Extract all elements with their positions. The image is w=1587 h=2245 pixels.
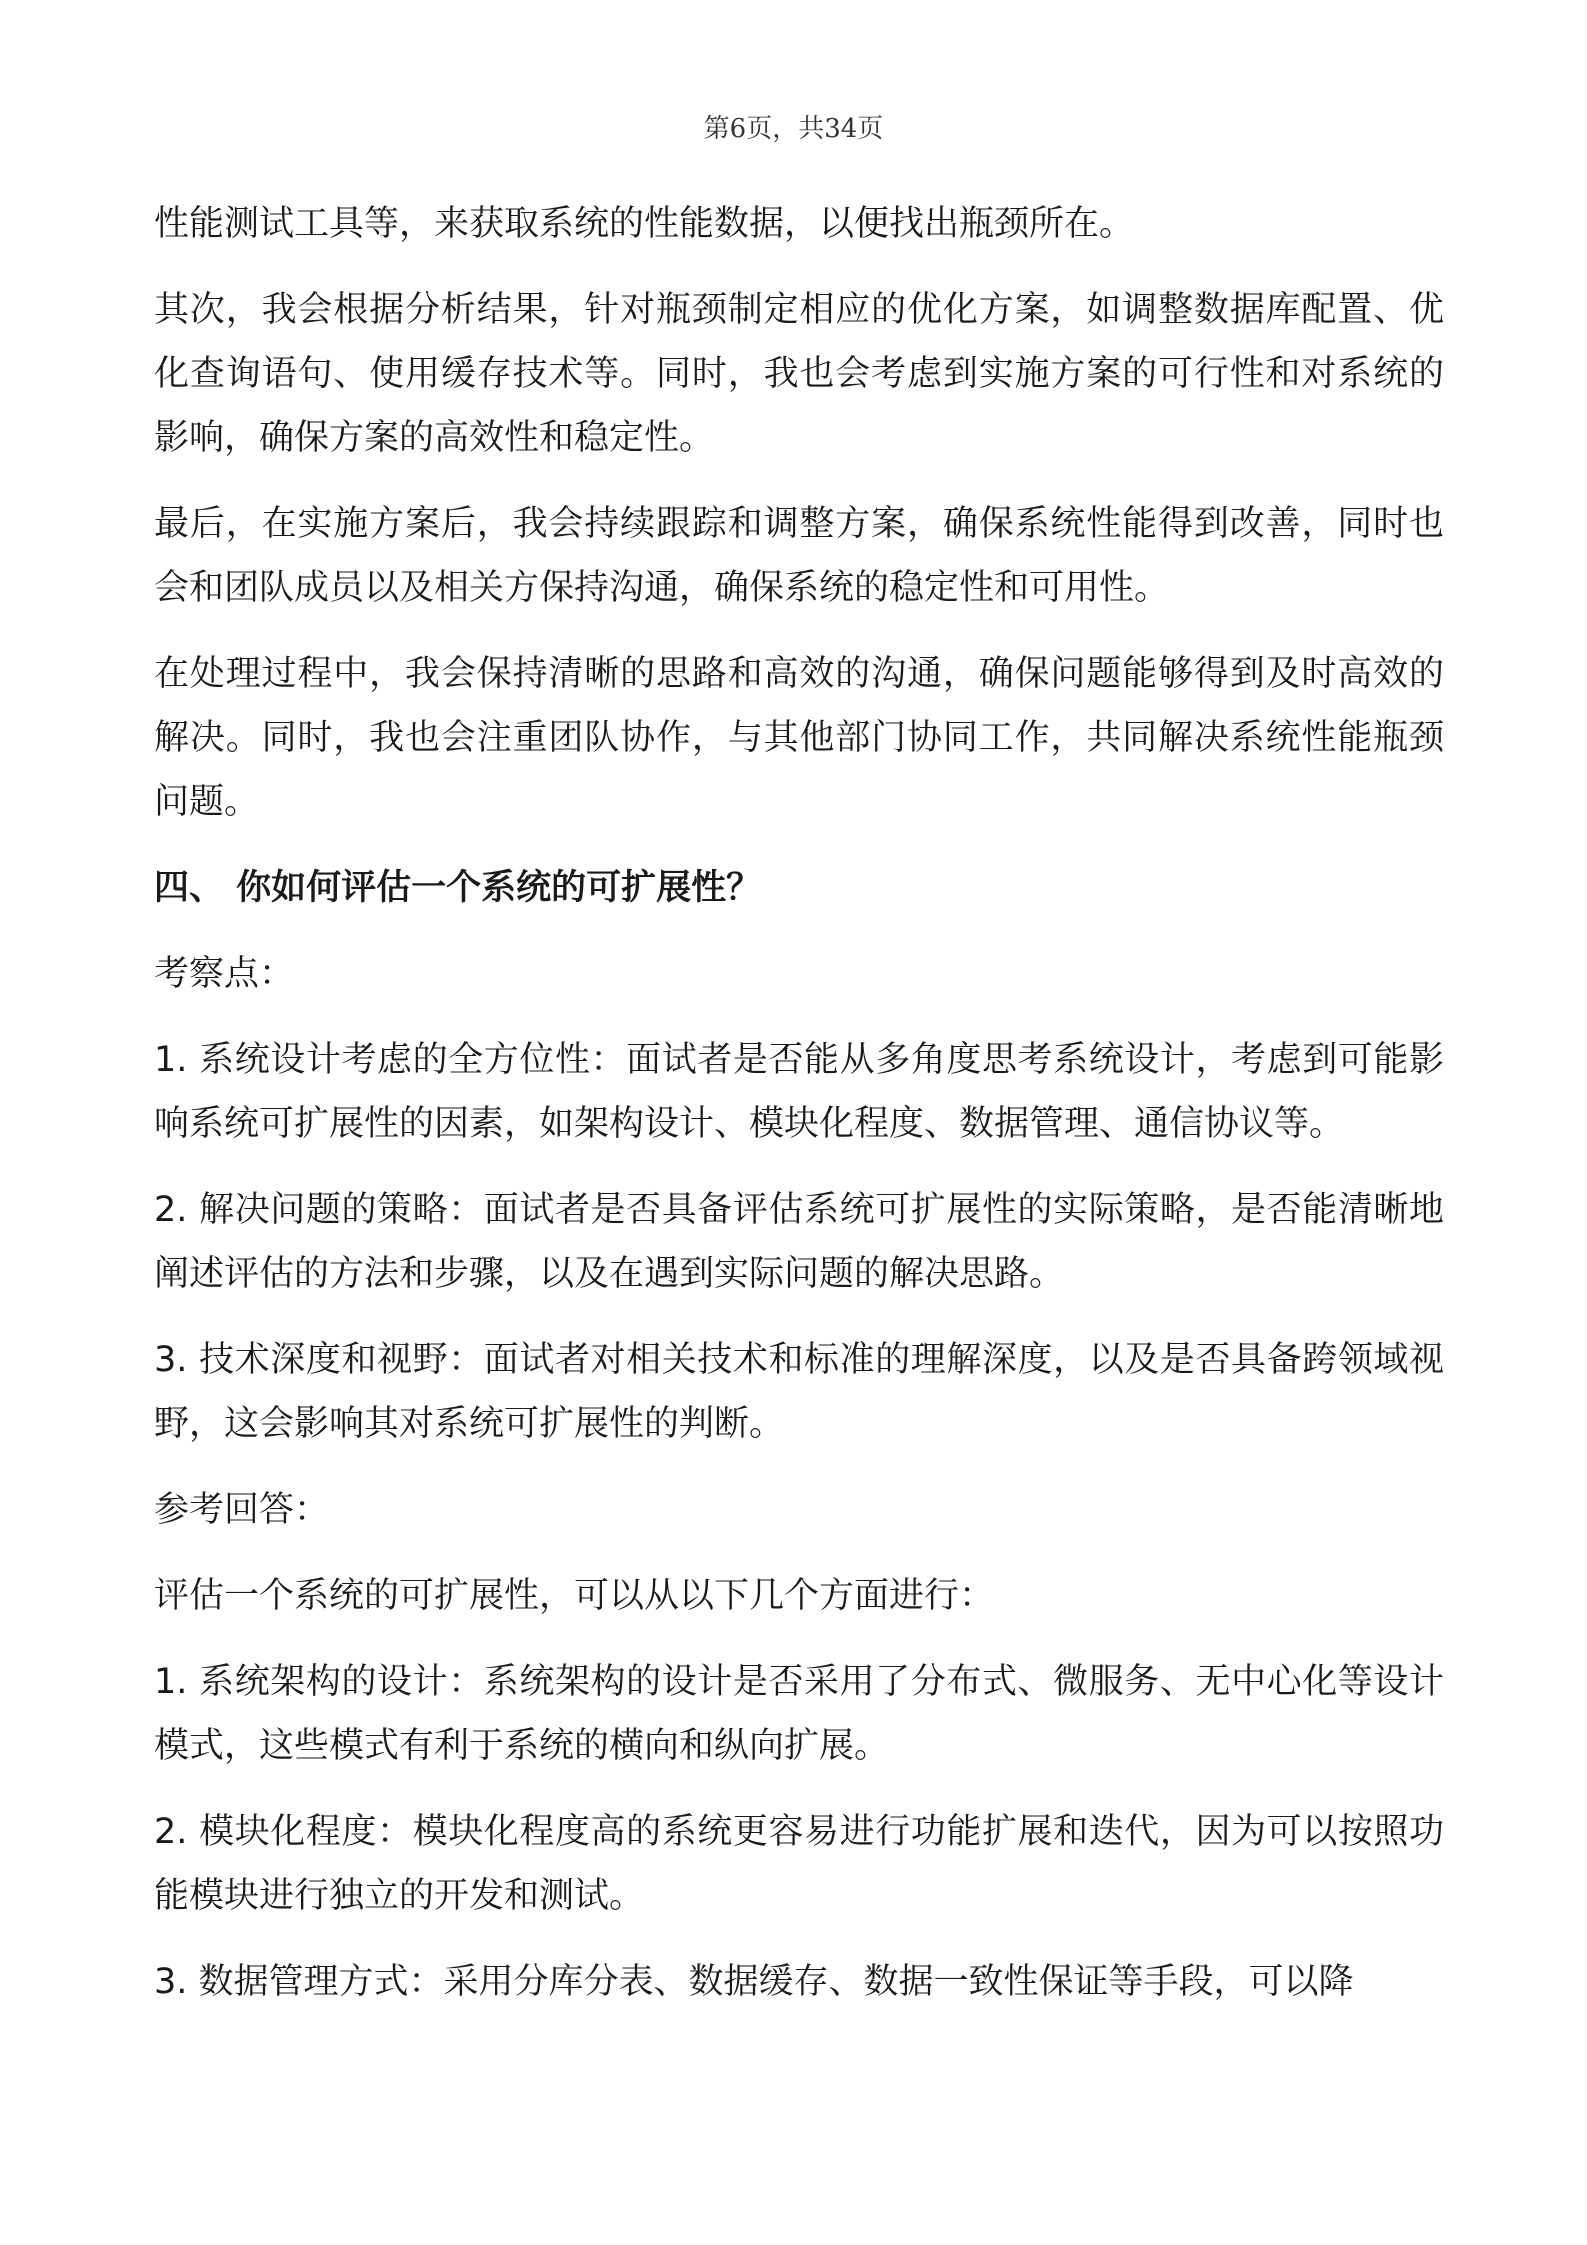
paragraph: 评估一个系统的可扩展性，可以从以下几个方面进行： [154,1576,995,1616]
list-item: 2. 解决问题的策略：面试者是否具备评估系统可扩展性的实际策略，是否能清晰地阐述评估的方法和步骤，以及在遇到实际问题的解决思路。 [154,1190,1444,1294]
paragraph: 其次，我会根据分析结果，针对瓶颈制定相应的优化方案，如调整数据库配置、优化查询语句、使用缓存技术等。同时，我也会考虑到实施方案的可行性和对系统的影响，确保方案的高效性和稳定性。 [154,290,1444,458]
paragraph: 参考回答： [154,1490,330,1530]
paragraph: 考察点： [154,954,295,994]
list-item: 2. 模块化程度：模块化程度高的系统更容易进行功能扩展和迭代，因为可以按照功能模块进行独立的开发和测试。 [154,1812,1444,1916]
paragraph: 性能测试工具等，来获取系统的性能数据，以便找出瓶颈所在。 [154,204,1135,244]
list-item: 3. 数据管理方式：采用分库分表、数据缓存、数据一致性保证等手段，可以降 [154,1962,1354,2002]
paragraph: 在处理过程中，我会保持清晰的思路和高效的沟通，确保问题能够得到及时高效的解决。同时，我也会注重团队协作，与其他部门协同工作，共同解决系统性能瓶颈问题。 [154,654,1444,822]
list-item: 1. 系统设计考虑的全方位性：面试者是否能从多角度思考系统设计，考虑到可能影响系统可扩展性的因素，如架构设计、模块化程度、数据管理、通信协议等。 [154,1040,1444,1144]
list-item: 1. 系统架构的设计：系统架构的设计是否采用了分布式、微服务、无中心化等设计模式，这些模式有利于系统的横向和纵向扩展。 [154,1662,1444,1766]
list-item: 3. 技术深度和视野：面试者对相关技术和标准的理解深度，以及是否具备跨领域视野，这会影响其对系统可扩展性的判断。 [154,1340,1444,1444]
page-number-header: 第6页，共34页 [703,114,884,144]
section-heading: 四、 你如何评估一个系统的可扩展性？ [154,868,762,908]
document-body [154,192,1444,2036]
paragraph: 最后，在实施方案后，我会持续跟踪和调整方案，确保系统性能得到改善，同时也会和团队成员以及相关方保持沟通，确保系统的稳定性和可用性。 [154,504,1444,608]
